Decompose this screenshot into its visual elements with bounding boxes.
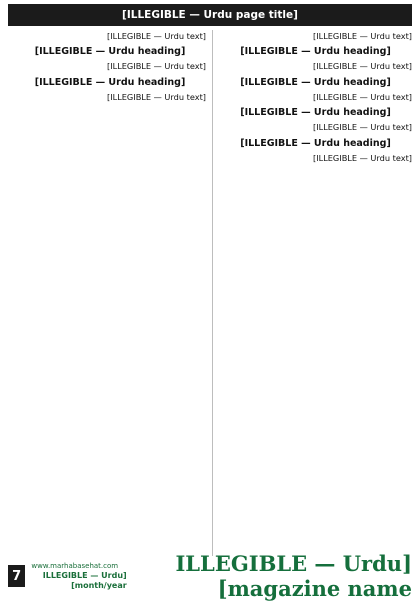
section-heading: [ILLEGIBLE — Urdu heading] [240, 107, 391, 119]
article-body [8, 30, 412, 556]
left-column [14, 30, 213, 556]
footer-meta [8, 561, 127, 591]
section-heading: [ILLEGIBLE — Urdu heading] [34, 46, 186, 58]
section-heading: [ILLEGIBLE — Urdu heading] [34, 76, 186, 88]
issue-date: [ILLEGIBLE — Urdu month/year] [42, 571, 127, 590]
page-footer [8, 551, 412, 601]
site-info [31, 561, 126, 591]
section-heading: [ILLEGIBLE — Urdu heading] [240, 137, 391, 149]
intro-paragraph: [ILLEGIBLE — Urdu text] [313, 31, 412, 41]
intro-paragraph: [ILLEGIBLE — Urdu text] [107, 31, 206, 41]
section-paragraph: [ILLEGIBLE — Urdu text] [313, 61, 412, 72]
section-heading: [ILLEGIBLE — Urdu heading] [240, 46, 391, 58]
magazine-masthead: [ILLEGIBLE — Urdu magazine name] [175, 551, 412, 601]
section-paragraph: [ILLEGIBLE — Urdu text] [107, 91, 206, 102]
page-number: 7 [8, 565, 25, 587]
section-paragraph: [ILLEGIBLE — Urdu text] [313, 152, 412, 163]
right-column [213, 30, 412, 556]
section-paragraph: [ILLEGIBLE — Urdu text] [313, 91, 412, 102]
section-paragraph: [ILLEGIBLE — Urdu text] [313, 122, 412, 133]
site-url: www.marhabasehat.com [31, 562, 119, 570]
page-title: [ILLEGIBLE — Urdu page title] [8, 4, 412, 26]
section-paragraph: [ILLEGIBLE — Urdu text] [107, 61, 206, 72]
section-heading: [ILLEGIBLE — Urdu heading] [240, 76, 391, 88]
